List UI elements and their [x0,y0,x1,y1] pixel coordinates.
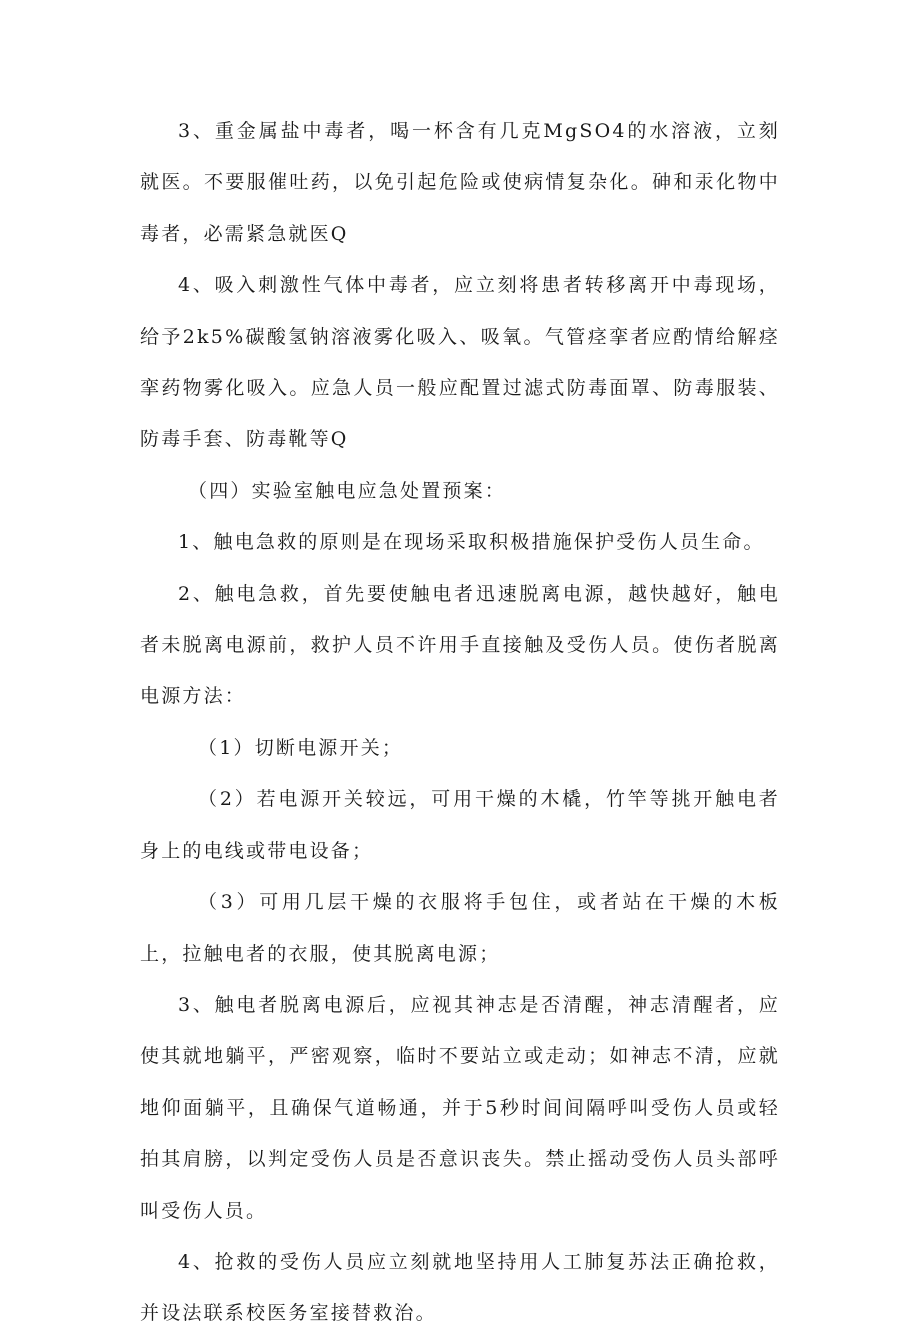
document-body [140,106,780,1340]
paragraph-rescue-principle: 1、触电急救的原则是在现场采取积极措施保护受伤人员生命。 [178,531,765,554]
list-item-dry-clothes: （3）可用几层干燥的衣服将手包住，或者站在干燥的木板上，拉触电者的衣服，使其脱离电源； [140,891,780,965]
paragraph-gas-poisoning: 4、吸入刺激性气体中毒者，应立刻将患者转移离开中毒现场，给予2k5%碳酸氢钠溶液雾化吸入、吸氧。气管痉挛者应酌情给解痉挛药物雾化吸入。应急人员一般应配置过滤式防毒面罩、防毒服装、防毒手套、防毒靴等Q [140,274,780,451]
paragraph-disconnect-power: 2、触电急救，首先要使触电者迅速脱离电源，越快越好，触电者未脱离电源前，救护人员不许用手直接触及受伤人员。使伤者脱离电源方法： [140,582,780,708]
paragraph-cpr-rescue: 4、抢救的受伤人员应立刻就地坚持用人工肺复苏法正确抢救，并设法联系校医务室接替救治。 [140,1250,780,1325]
paragraph-heavy-metal-poisoning: 3、重金属盐中毒者，喝一杯含有几克MgSO4的水溶液，立刻就医。不要服催吐药，以免引起危险或使病情复杂化。砷和汞化物中毒者，必需紧急就医Q [140,120,780,245]
list-item-cut-switch: （1）切断电源开关； [198,736,404,759]
paragraph-after-disconnect: 3、触电者脱离电源后，应视其神志是否清醒，神志清醒者，应使其就地躺平，严密观察，临时不要站立或走动；如神志不清，应就地仰面躺平，且确保气道畅通，并于5秒时间间隔呼叫受伤人员或轻拍其肩膀，以判定受伤人员是否意识丧失。禁止摇动受伤人员头部呼叫受伤人员。 [140,993,780,1222]
list-item-dry-pole: （2）若电源开关较远，可用干燥的木橇，竹竿等挑开触电者身上的电线或带电设备； [140,788,780,862]
section-heading-electric-shock: （四）实验室触电应急处置预案： [188,479,507,502]
